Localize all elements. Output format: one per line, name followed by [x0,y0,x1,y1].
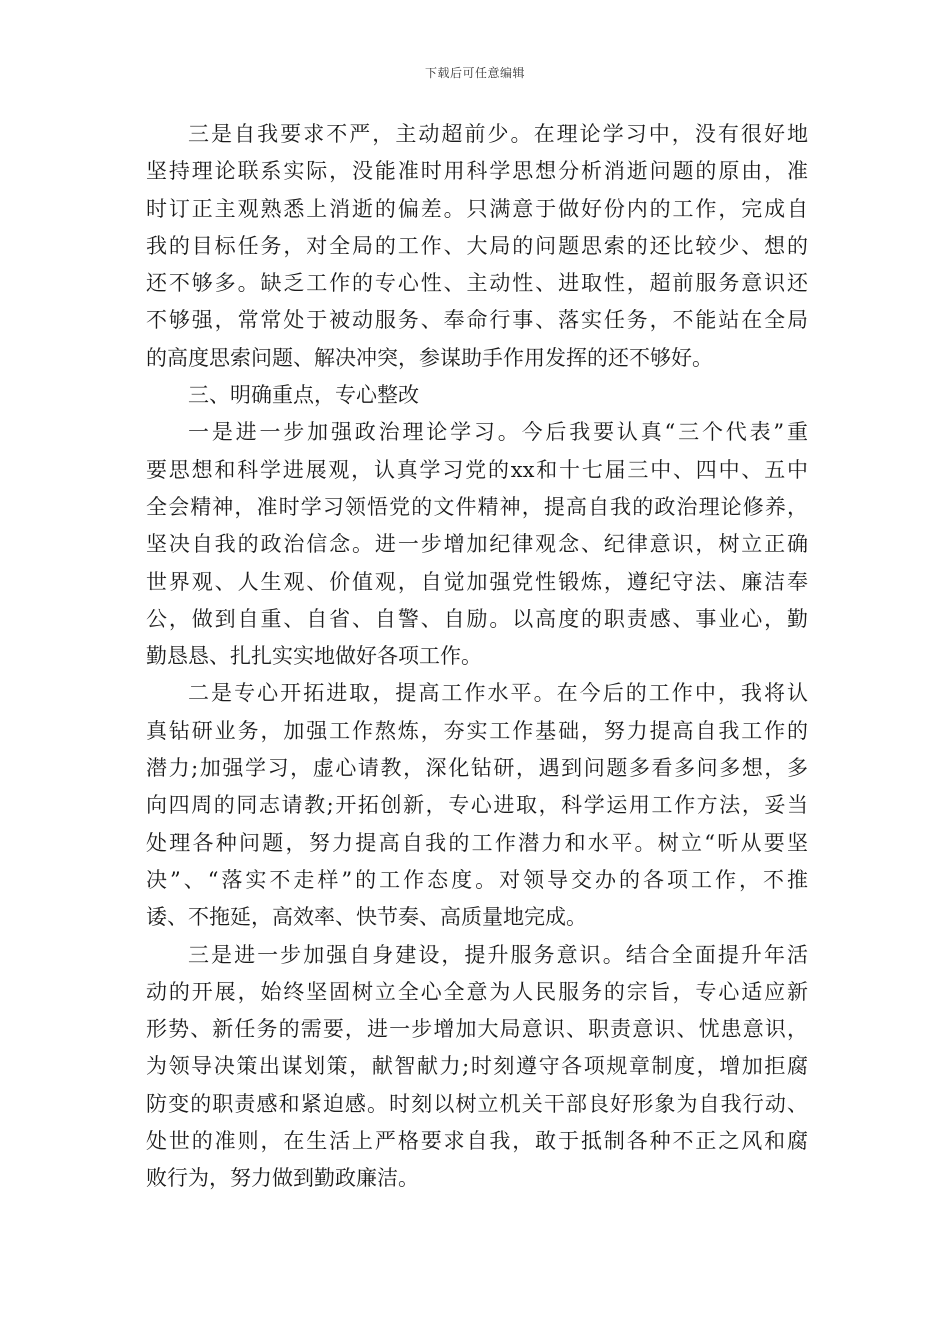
text-line: 决”、“落实不走样”的工作态度。对领导交办的各项工作，不推 [146,867,808,892]
text-line: 三是自我要求不严，主动超前少。在理论学习中，没有很好地 [188,122,808,146]
text-line: 诿、不拖延，高效率、快节奏、高质量地完成。 [146,905,587,930]
text-line: 的高度思索问题、解决冲突，参谋助手作用发挥的还不够好。 [146,345,713,370]
text-line: 公，做到自重、自省、自警、自励。以高度的职责感、事业心，勤 [146,606,808,631]
text-line: 一是进一步加强政治理论学习。今后我要认真“三个代表”重 [188,420,808,445]
text-line: 时订正主观熟悉上消逝的偏差。只满意于做好份内的工作，完成自 [146,196,808,221]
text-line: 全会精神，准时学习领悟党的文件精神，提高自我的政治理论修养， [146,494,808,519]
text-line: 三、明确重点，专心整改 [188,383,419,408]
text-line: 真钻研业务，加强工作熬炼，夯实工作基础，努力提高自我工作的 [146,718,808,743]
text-line: 二是专心开拓进取，提高工作水平。在今后的工作中，我将认 [188,681,808,706]
text-line: 还不够多。缺乏工作的专心性、主动性、进取性，超前服务意识还 [146,271,808,296]
text-line: 处理各种问题，努力提高自我的工作潜力和水平。树立“听从要坚 [146,830,808,855]
page-header: 下载后可任意编辑 [424,66,525,80]
text-line: 不够强，常常处于被动服务、奉命行事、落实任务，不能站在全局 [146,308,808,333]
text-line: 形势、新任务的需要，进一步增加大局意识、职责意识、忧患意识， [146,1017,808,1042]
text-line: 处世的准则，在生活上严格要求自我，敢于抵制各种不正之风和腐 [146,1129,808,1154]
text-line: 防变的职责感和紧迫感。时刻以树立机关干部良好形象为自我行动、 [146,1091,808,1116]
text-line: 坚决自我的政治信念。进一步增加纪律观念、纪律意识，树立正确 [146,532,808,557]
document-body [146,116,808,1198]
text-line: 我的目标任务，对全局的工作、大局的问题思索的还比较少、想的 [146,233,808,258]
text-line: 动的开展，始终坚固树立全心全意为人民服务的宗旨，专心适应新 [146,979,808,1004]
text-line: 潜力;加强学习，虚心请教，深化钻研，遇到问题多看多问多想，多 [146,756,808,781]
text-line: 坚持理论联系实际，没能准时用科学思想分析消逝问题的原由，准 [146,159,808,184]
text-line: 三是进一步加强自身建设，提升服务意识。结合全面提升年活 [188,942,808,967]
text-line: 勤恳恳、扎扎实实地做好各项工作。 [146,644,482,669]
text-line: 世界观、人生观、价值观，自觉加强党性锻炼，遵纪守法、廉洁奉 [146,569,808,594]
text-line: 为领导决策出谋划策，献智献力;时刻遵守各项规章制度，增加拒腐 [146,1054,808,1079]
text-line: 要思想和科学进展观，认真学习党的xx和十七届三中、四中、五中 [146,457,808,482]
text-line: 败行为，努力做到勤政廉洁。 [146,1166,419,1191]
text-line: 向四周的同志请教;开拓创新，专心进取，科学运用工作方法，妥当 [146,793,808,818]
